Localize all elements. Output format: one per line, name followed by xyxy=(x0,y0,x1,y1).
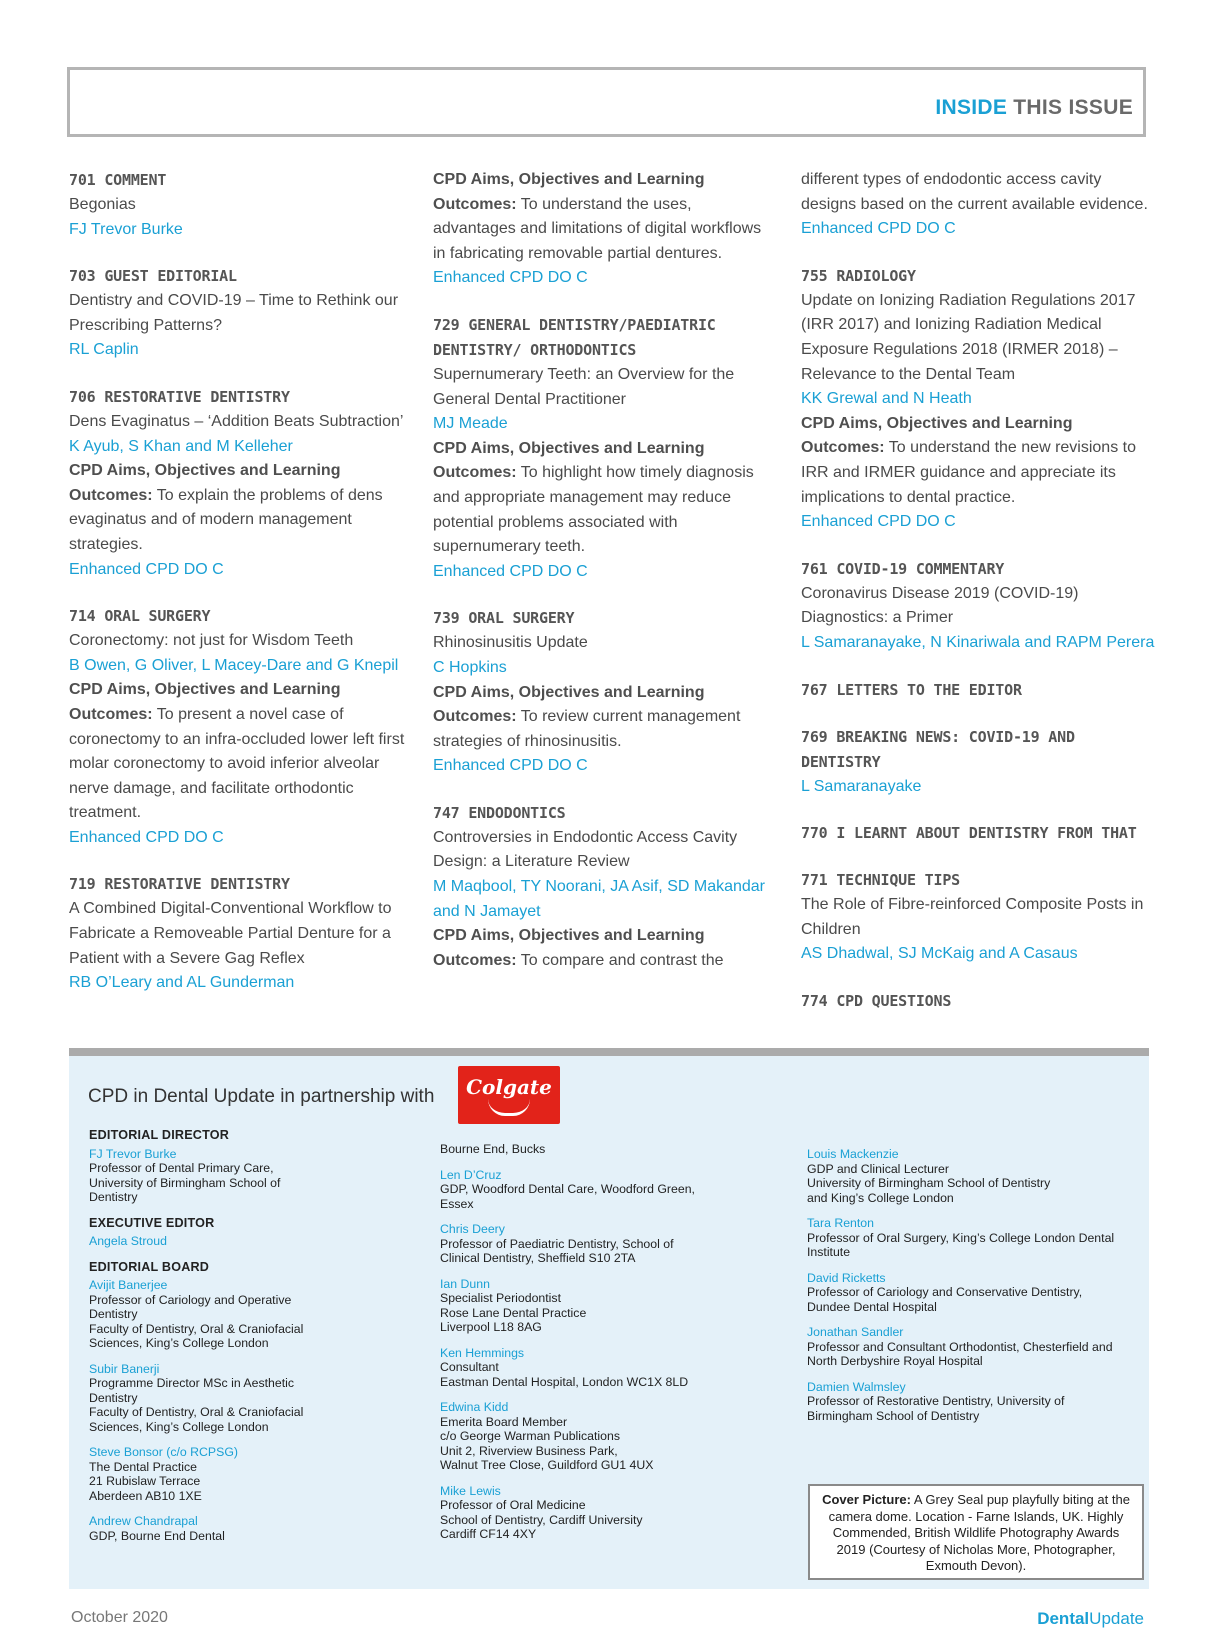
cpd-aims-heading: CPD Aims, Objectives and Learning xyxy=(433,683,705,701)
section-heading xyxy=(433,801,778,826)
section-title: ENDODONTICS xyxy=(468,803,566,822)
section-title: COVID-19 COMMENTARY xyxy=(836,559,1005,578)
article-authors: AS Dhadwal, SJ McKaig and A Casaus xyxy=(801,945,1078,963)
page-number: 706 xyxy=(69,387,96,406)
cpd-aims-heading: CPD Aims, Objectives and Learning xyxy=(801,414,1073,432)
contents-section xyxy=(801,989,1156,1014)
member-affiliation: Professor and Consultant Orthodontist, Chesterfield and North Derbyshire Royal Hospital xyxy=(807,1339,1113,1368)
member-name: Mike Lewis xyxy=(440,1483,501,1498)
section-heading xyxy=(433,313,778,363)
enhanced-cpd-link[interactable]: Enhanced CPD DO C xyxy=(433,562,588,580)
outcomes-label: Outcomes: xyxy=(433,195,517,213)
article-authors: K Ayub, S Khan and M Kelleher xyxy=(69,437,293,455)
page-number: 755 xyxy=(801,266,828,285)
section-heading xyxy=(801,868,1156,893)
board-member xyxy=(807,1147,1147,1205)
cover-label: Cover Picture: xyxy=(822,1492,911,1507)
member-affiliation: GDP, Woodford Dental Care, Woodford Green, Essex xyxy=(440,1182,695,1211)
contents-section xyxy=(69,872,414,995)
section-title: RADIOLOGY xyxy=(836,266,916,285)
member-name: Angela Stroud xyxy=(89,1234,167,1248)
member-name: Steve Bonsor (c/o RCPSG) xyxy=(89,1445,238,1459)
board-member xyxy=(440,1142,730,1157)
section-title: BREAKING NEWS: COVID-19 AND DENTISTRY xyxy=(801,727,1075,771)
outcomes-label: Outcomes: xyxy=(69,705,153,723)
page-number: 774 xyxy=(801,991,828,1010)
page-number: 770 xyxy=(801,824,828,843)
enhanced-cpd-link[interactable]: Enhanced CPD DO C xyxy=(433,269,588,287)
board-member xyxy=(89,1147,339,1205)
section-heading xyxy=(69,872,414,897)
section-heading xyxy=(801,557,1156,582)
member-affiliation: The Dental Practice 21 Rubislaw Terrace Aberdeen AB10 1XE xyxy=(89,1459,202,1503)
board-member xyxy=(89,1362,339,1435)
section-heading xyxy=(801,821,1156,846)
board-heading: EDITORIAL BOARD xyxy=(89,1259,210,1274)
board-member xyxy=(807,1216,1147,1260)
member-affiliation: Professor of Oral Medicine School of Dentistry, Cardiff University Cardiff CF14 4XY xyxy=(440,1498,643,1541)
section-title: RESTORATIVE DENTISTRY xyxy=(104,387,290,406)
member-affiliation: Consultant Eastman Dental Hospital, London WC1X 8LD xyxy=(440,1360,689,1389)
board-member xyxy=(440,1222,730,1266)
contents-section xyxy=(69,604,414,850)
article-authors: L Samaranayake, N Kinariwala and RAPM Perera xyxy=(801,633,1155,651)
board-member xyxy=(440,1400,730,1473)
contents-section xyxy=(801,678,1156,703)
outcomes-label: Outcomes: xyxy=(433,708,517,726)
member-affiliation: Specialist Periodontist Rose Lane Dental Practice Liverpool L18 8AG xyxy=(440,1291,587,1334)
board-member xyxy=(89,1445,339,1503)
colgate-logo xyxy=(458,1066,560,1124)
outcomes-label: Outcomes: xyxy=(69,486,153,504)
member-name: David Ricketts xyxy=(807,1270,886,1285)
section-heading xyxy=(801,989,1156,1014)
article-title: Coronavirus Disease 2019 (COVID-19) Diagnostics: a Primer xyxy=(801,584,1079,627)
cpd-outcomes xyxy=(433,193,778,267)
member-affiliation: Professor of Cariology and Operative Dentistry Faculty of Dentistry, Oral & Craniofacial Sciences, King’s College London xyxy=(89,1292,304,1350)
page-number: 747 xyxy=(433,803,460,822)
member-affiliation: Professor of Dental Primary Care, University of Birmingham School of Dentistry xyxy=(89,1161,281,1204)
section-heading xyxy=(433,606,778,631)
cpd-outcomes xyxy=(433,705,778,754)
member-affiliation: Professor of Cariology and Conservative Dentistry, Dundee Dental Hospital xyxy=(807,1285,1083,1314)
member-name: Ken Hemmings xyxy=(440,1345,525,1360)
cpd-outcomes xyxy=(69,703,414,826)
board-member xyxy=(807,1325,1147,1369)
outcomes-text: To present a novel case of coronectomy to an infra-occluded lower left first molar coronectomy to avoid inferior alveolar nerve damage, and facilitate orthodontic treatment. xyxy=(69,705,405,822)
page-number: 767 xyxy=(801,680,828,699)
member-affiliation: Professor of Restorative Dentistry, University of Birmingham School of Dentistry xyxy=(807,1394,1065,1423)
member-affiliation: GDP and Clinical Lecturer University of Birmingham School of Dentistry and King’s College London xyxy=(807,1161,1051,1205)
article-title: The Role of Fibre-reinforced Composite Posts in Children xyxy=(801,896,1144,938)
footer-brand: DentalUpdate xyxy=(1037,1609,1144,1628)
article-authors: MJ Meade xyxy=(433,415,508,433)
contents-section xyxy=(69,264,414,363)
cpd-aims-heading: CPD Aims, Objectives and Learning xyxy=(69,681,341,699)
page-number: 769 xyxy=(801,727,828,746)
board-member xyxy=(89,1514,339,1543)
board-column-2 xyxy=(440,1142,730,1553)
contents-column-3 xyxy=(801,168,1156,1036)
member-name: Damien Walmsley xyxy=(807,1379,906,1394)
contents-column-1 xyxy=(69,168,414,1018)
section-title: RESTORATIVE DENTISTRY xyxy=(104,875,290,894)
colgate-smile-icon xyxy=(488,1099,530,1116)
page-number: 714 xyxy=(69,607,96,626)
section-heading xyxy=(69,385,414,410)
contents-section xyxy=(801,557,1156,656)
member-name: Subir Banerji xyxy=(89,1361,160,1376)
section-title: GENERAL DENTISTRY/PAEDIATRIC DENTISTRY/ ORTHODONTICS xyxy=(433,315,716,359)
contents-section xyxy=(69,168,414,242)
article-title: Controversies in Endodontic Access Cavity Design: a Literature Review xyxy=(433,828,738,871)
board-column-1 xyxy=(89,1128,339,1554)
section-title: TECHNIQUE TIPS xyxy=(836,871,960,890)
contents-section xyxy=(801,821,1156,846)
cpd-aims-heading: CPD Aims, Objectives and Learning xyxy=(433,439,705,457)
member-name: FJ Trevor Burke xyxy=(89,1146,177,1161)
page-title: INSIDE THIS ISSUE xyxy=(935,96,1133,119)
footer-date: October 2020 xyxy=(71,1609,168,1626)
enhanced-cpd-link[interactable]: Enhanced CPD DO C xyxy=(801,220,956,238)
outcomes-text: To explain the problems of dens evaginatus and of modern management strategies. xyxy=(69,486,383,553)
cpd-aims-heading: CPD Aims, Objectives and Learning xyxy=(433,171,705,188)
article-title: Dentistry and COVID-19 – Time to Rethink our Prescribing Patterns? xyxy=(69,292,399,334)
divider-band xyxy=(69,1048,1149,1056)
contents-section xyxy=(801,725,1156,800)
cpd-aims-heading: CPD Aims, Objectives and Learning xyxy=(433,927,705,945)
article-title: Update on Ionizing Radiation Regulations 2017 (IRR 2017) and Ionizing Radiation Medical Exposure Regulations 2018 (IRMER 2018) – Relevance to the Dental Team xyxy=(801,291,1136,383)
member-name: Len D’Cruz xyxy=(440,1167,502,1182)
member-name: Ian Dunn xyxy=(440,1276,490,1291)
colgate-logo-word: Colgate xyxy=(466,1075,552,1099)
enhanced-cpd-link[interactable]: Enhanced CPD DO C xyxy=(69,828,224,846)
outcomes-text: To compare and contrast the xyxy=(516,951,724,969)
contents-section xyxy=(69,385,414,582)
section-title: LETTERS TO THE EDITOR xyxy=(836,680,1022,699)
member-name: Avijit Banerjee xyxy=(89,1278,168,1292)
member-affiliation: Bourne End, Bucks xyxy=(440,1142,546,1156)
contents-section xyxy=(433,313,778,584)
article-title: A Combined Digital-Conventional Workflow to Fabricate a Removeable Partial Denture for a Patient with a Severe Gag Reflex xyxy=(69,900,392,967)
board-heading: EDITORIAL DIRECTOR xyxy=(89,1128,230,1142)
cpd-outcomes xyxy=(433,461,778,559)
member-affiliation: Professor of Paediatric Dentistry, School of Clinical Dentistry, Sheffield S10 2TA xyxy=(440,1236,674,1265)
member-name: Louis Mackenzie xyxy=(807,1147,899,1161)
article-authors: C Hopkins xyxy=(433,658,507,676)
contents-section xyxy=(801,264,1156,535)
cover-picture-caption xyxy=(808,1484,1144,1580)
member-affiliation: GDP, Bourne End Dental xyxy=(89,1528,225,1543)
enhanced-cpd-link[interactable]: Enhanced CPD DO C xyxy=(433,757,588,775)
page-number: 719 xyxy=(69,875,96,894)
board-member xyxy=(440,1277,730,1335)
outcomes-label: Outcomes: xyxy=(801,439,885,457)
board-member xyxy=(89,1278,339,1351)
editorial-board-panel xyxy=(69,1056,1149,1589)
article-authors: M Maqbool, TY Noorani, JA Asif, SD Makandar and N Jamayet xyxy=(433,878,766,920)
cpd-outcomes xyxy=(433,949,778,974)
page-number: 771 xyxy=(801,871,828,890)
outcomes-text: To review current management strategies of rhinosinusitis. xyxy=(433,708,741,750)
member-affiliation: Emerita Board Member c/o George Warman Publications Unit 2, Riverview Business Park, Walnut Tree Close, Guildford GU1 4UX xyxy=(440,1414,654,1472)
outcomes-label: Outcomes: xyxy=(433,951,517,969)
cpd-outcomes xyxy=(801,436,1156,510)
article-authors: RB O’Leary and AL Gunderman xyxy=(69,974,295,992)
outcomes-text: To understand the new revisions to IRR and IRMER guidance and appreciate its implications to dental practice. xyxy=(801,439,1136,506)
board-heading: EXECUTIVE EDITOR xyxy=(89,1215,215,1230)
contents-section xyxy=(801,868,1156,967)
board-member xyxy=(807,1271,1147,1315)
partner-text: CPD in Dental Update in partnership with xyxy=(88,1086,435,1107)
section-title: GUEST EDITORIAL xyxy=(104,267,237,286)
section-heading xyxy=(69,168,414,193)
page-number: 729 xyxy=(433,315,460,334)
article-authors: B Owen, G Oliver, L Macey-Dare and G Knepil xyxy=(69,656,399,674)
article-title: Dens Evaginatus – ‘Addition Beats Subtraction’ xyxy=(69,412,404,430)
article-authors: KK Grewal and N Heath xyxy=(801,390,972,408)
board-member xyxy=(440,1168,730,1212)
contents-section xyxy=(433,168,778,291)
cpd-outcomes xyxy=(69,484,414,558)
section-title: ORAL SURGERY xyxy=(104,607,211,626)
enhanced-cpd-link[interactable]: Enhanced CPD DO C xyxy=(69,560,224,578)
page-number: 739 xyxy=(433,609,460,628)
page-number: 701 xyxy=(69,171,96,189)
article-title: Coronectomy: not just for Wisdom Teeth xyxy=(69,632,354,650)
header-box xyxy=(67,67,1146,137)
outcomes-text: To highlight how timely diagnosis and appropriate management may reduce potential problems associated with supernumerary teeth. xyxy=(433,464,754,556)
article-title: Begonias xyxy=(69,196,136,213)
section-heading xyxy=(69,264,414,289)
article-title: Rhinosinusitis Update xyxy=(433,634,588,652)
outcomes-label: Outcomes: xyxy=(433,464,517,482)
article-title: different types of endodontic access cavity designs based on the current available evidence. xyxy=(801,171,1148,213)
member-name: Jonathan Sandler xyxy=(807,1325,904,1339)
board-member xyxy=(440,1484,730,1542)
contents-section xyxy=(433,606,778,779)
section-title: I LEARNT ABOUT DENTISTRY FROM THAT xyxy=(836,824,1137,843)
section-title: ORAL SURGERY xyxy=(468,609,575,628)
board-member xyxy=(807,1380,1147,1424)
cpd-aims-heading: CPD Aims, Objectives and Learning xyxy=(69,462,341,480)
section-heading xyxy=(69,604,414,629)
section-title: COMMENT xyxy=(104,171,167,189)
section-heading xyxy=(801,725,1156,775)
article-authors: L Samaranayake xyxy=(801,777,922,795)
article-authors: FJ Trevor Burke xyxy=(69,220,183,238)
member-affiliation: Programme Director MSc in Aesthetic Dentistry Faculty of Dentistry, Oral & Craniofacial Sciences, King’s College London xyxy=(89,1376,304,1434)
section-heading xyxy=(801,678,1156,703)
contents-section xyxy=(433,801,778,974)
member-name: Edwina Kidd xyxy=(440,1400,509,1414)
board-column-3 xyxy=(807,1147,1147,1434)
section-heading xyxy=(801,264,1156,289)
article-title: Supernumerary Teeth: an Overview for the General Dental Practitioner xyxy=(433,365,735,408)
member-name: Tara Renton xyxy=(807,1216,874,1230)
outcomes-text: To understand the uses, advantages and limitations of digital workflows in fabricating removable partial dentures. xyxy=(433,195,762,262)
contents-column-2 xyxy=(433,168,778,995)
cover-text: A Grey Seal pup playfully biting at the camera dome. Location - Farne Islands, UK. Highly Commended, British Wildlife Photography Awards 2019 (Courtesy of Nicholas More, Photographer, Exmouth Devon). xyxy=(828,1492,1130,1573)
article-authors: RL Caplin xyxy=(69,341,139,359)
member-name: Andrew Chandrapal xyxy=(89,1514,198,1528)
contents-section xyxy=(801,168,1156,242)
member-name: Chris Deery xyxy=(440,1222,505,1236)
enhanced-cpd-link[interactable]: Enhanced CPD DO C xyxy=(801,513,956,531)
board-member xyxy=(89,1234,339,1249)
board-member xyxy=(440,1346,730,1390)
member-affiliation: Professor of Oral Surgery, King’s College London Dental Institute xyxy=(807,1230,1115,1259)
page-number: 761 xyxy=(801,559,828,578)
page-number: 703 xyxy=(69,267,96,286)
section-title: CPD QUESTIONS xyxy=(836,991,952,1010)
